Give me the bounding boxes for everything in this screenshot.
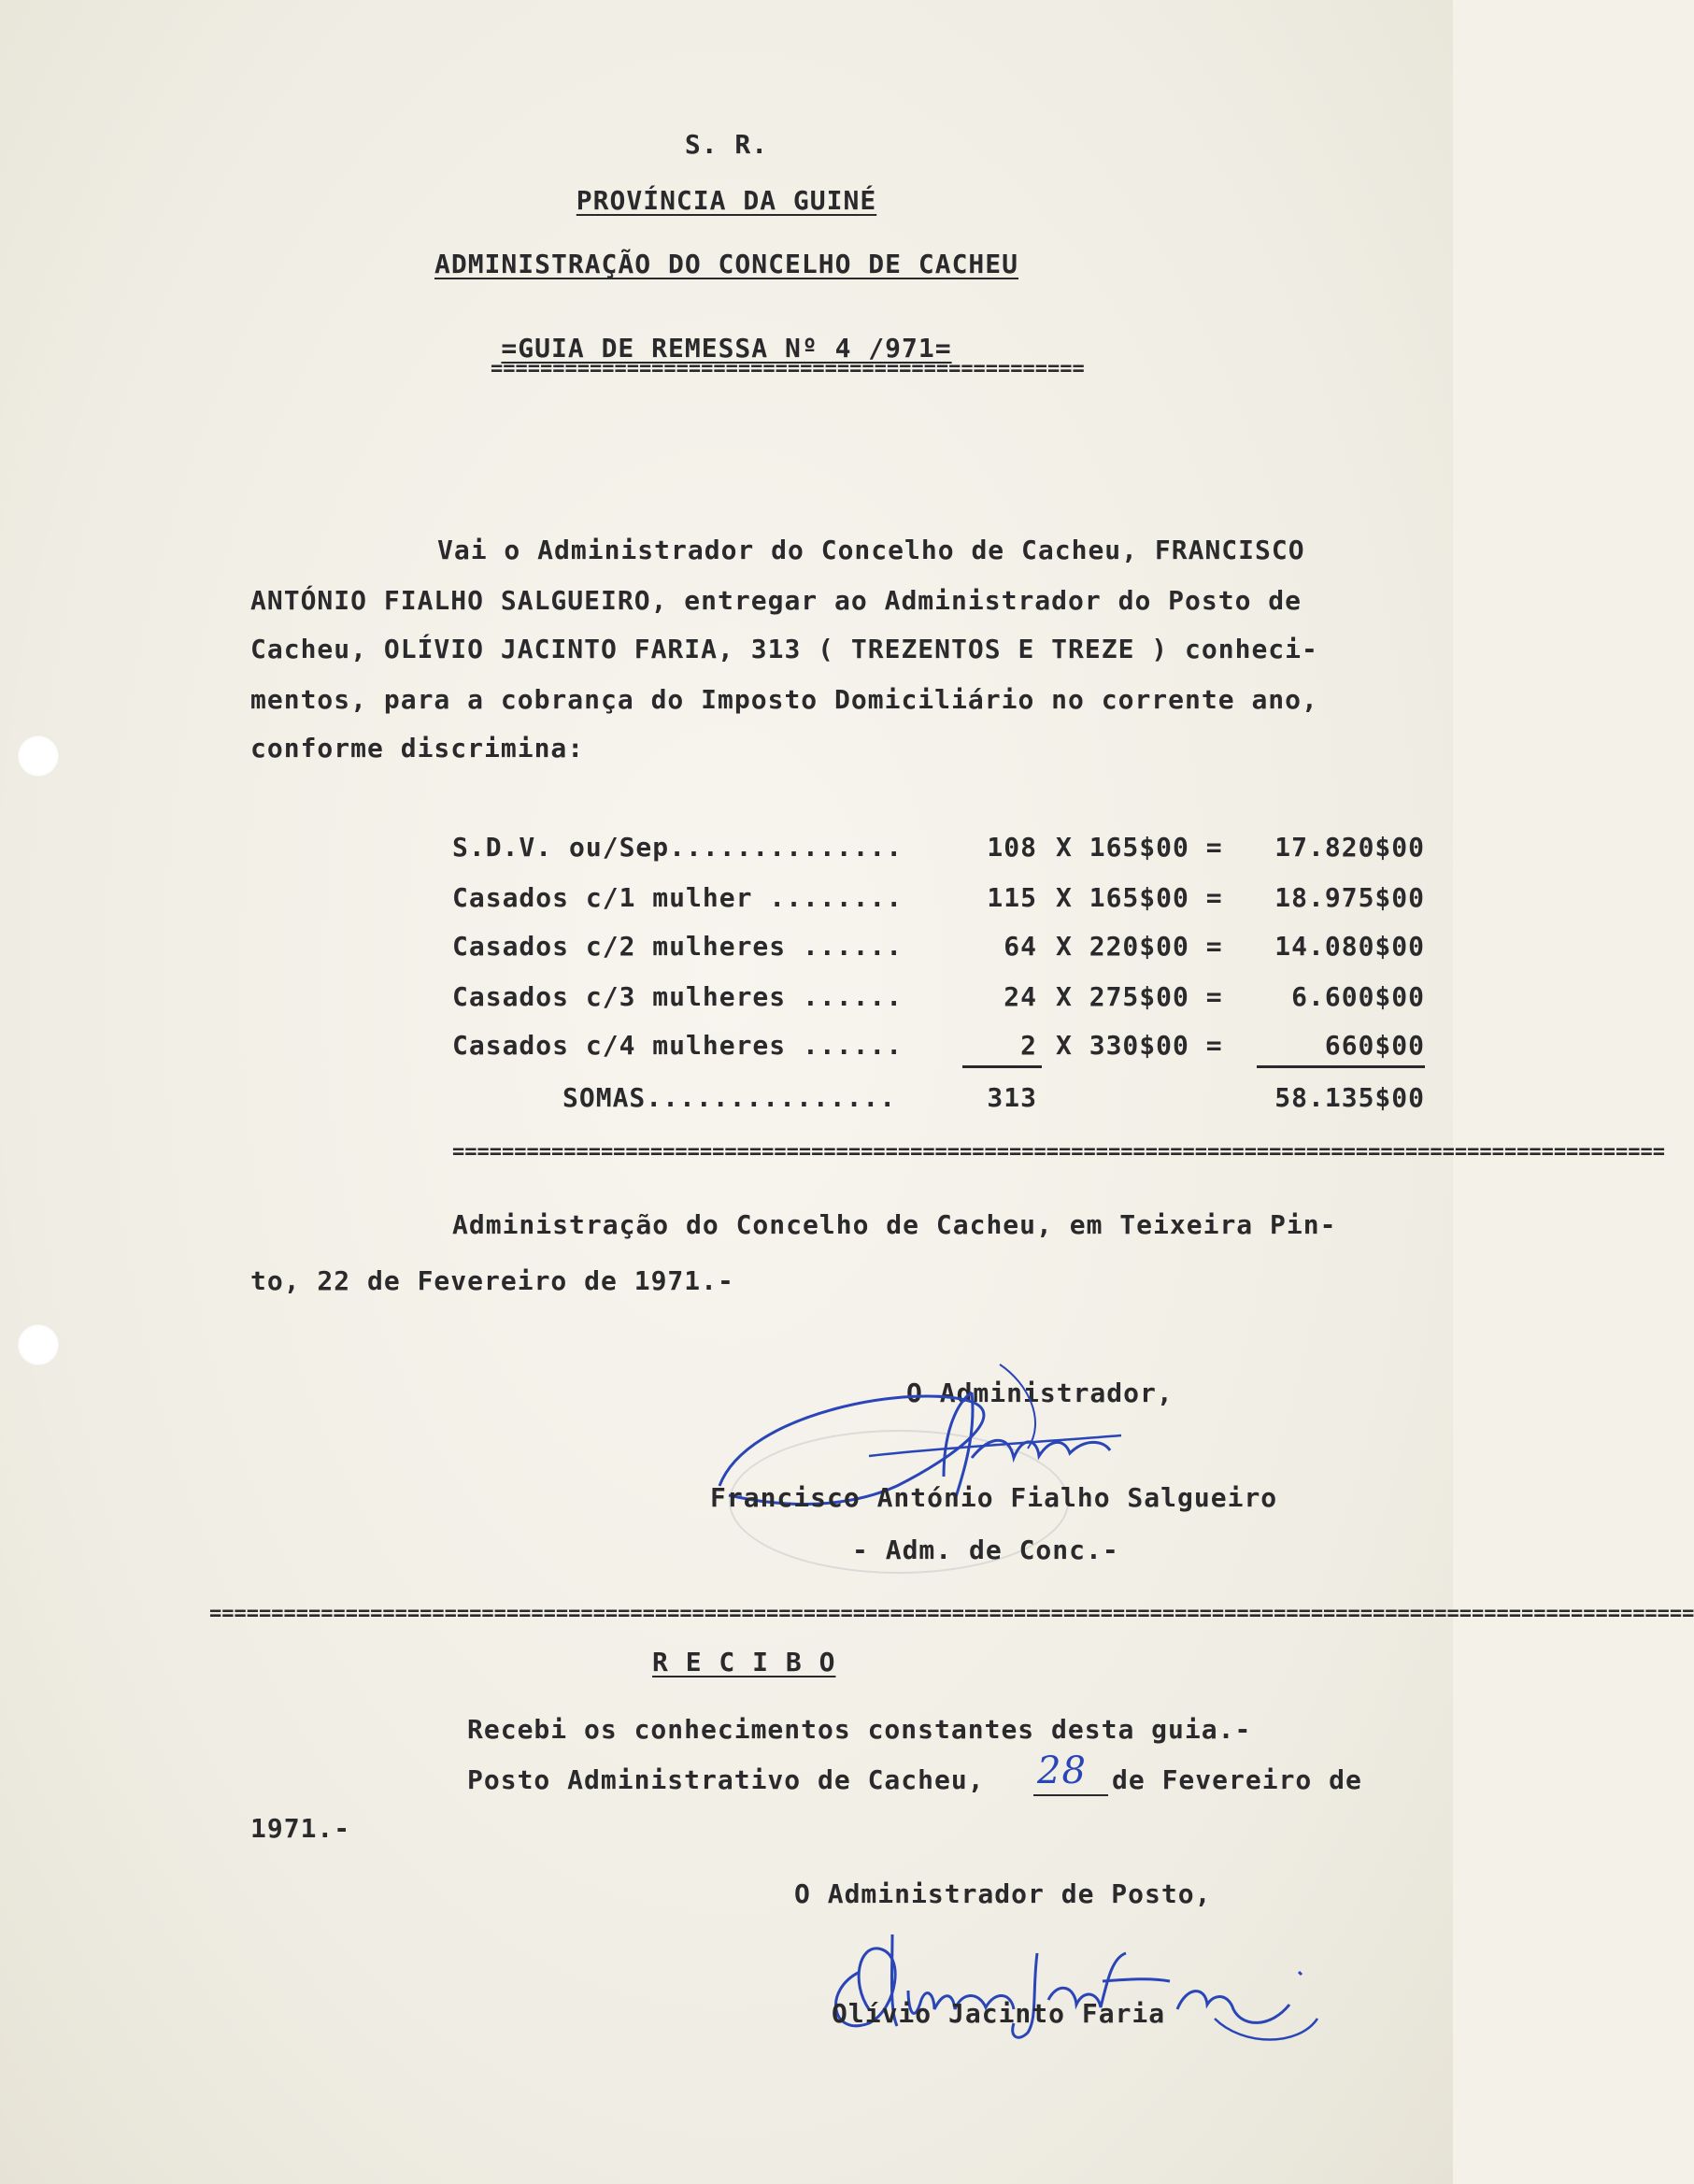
row-price: X 275$00 = bbox=[1056, 981, 1223, 1012]
signatory-title: - Adm. de Conc.- bbox=[852, 1535, 1119, 1565]
paragraph-line-3: Cacheu, OLÍVIO JACINTO FARIA, 313 ( TREZENTOS E TREZE ) conheci- bbox=[250, 634, 1318, 664]
row-label: Casados c/2 mulheres ...... bbox=[452, 931, 904, 962]
sum-qty: 313 bbox=[987, 1082, 1037, 1113]
receipt-year: 1971.- bbox=[250, 1813, 351, 1844]
row-label: Casados c/1 mulher ........ bbox=[452, 882, 904, 913]
total-sum-rule bbox=[1257, 1065, 1425, 1068]
receipt-month: de Fevereiro de bbox=[1112, 1764, 1362, 1795]
post-administrator-signature bbox=[804, 1906, 1327, 2056]
punch-hole bbox=[17, 1323, 60, 1366]
row-price: X 165$00 = bbox=[1056, 832, 1223, 863]
table-double-rule: ================================================================================================== bbox=[452, 1140, 1666, 1163]
header-administration: ADMINISTRAÇÃO DO CONCELHO DE CACHEU bbox=[434, 249, 1018, 279]
section-double-rule: ======================================================================================================================== bbox=[209, 1602, 1694, 1625]
qty-sum-rule bbox=[962, 1065, 1042, 1068]
sum-total: 58.135$00 bbox=[1274, 1082, 1425, 1113]
row-qty: 64 bbox=[1004, 931, 1037, 962]
header-sr: S. R. bbox=[684, 129, 769, 160]
closing-line-2: to, 22 de Fevereiro de 1971.- bbox=[250, 1265, 734, 1296]
title-double-rule: ================================================ bbox=[491, 357, 1085, 380]
row-price: X 165$00 = bbox=[1056, 882, 1223, 913]
sum-label: SOMAS............... bbox=[562, 1082, 897, 1113]
signatory-name: Francisco António Fialho Salgueiro bbox=[710, 1482, 1278, 1513]
row-total: 17.820$00 bbox=[1274, 832, 1425, 863]
receipt-place: Posto Administrativo de Cacheu, bbox=[467, 1764, 985, 1795]
paragraph-line-2: ANTÓNIO FIALHO SALGUEIRO, entregar ao Administrador do Posto de bbox=[250, 585, 1303, 616]
row-qty: 2 bbox=[1020, 1030, 1037, 1061]
day-underline bbox=[1033, 1794, 1108, 1796]
row-total: 14.080$00 bbox=[1274, 931, 1425, 962]
row-qty: 115 bbox=[987, 882, 1037, 913]
row-qty: 108 bbox=[987, 832, 1037, 863]
paragraph-line-5: conforme discrimina: bbox=[250, 733, 585, 764]
header-guide-title: =GUIA DE REMESSA Nº 4 /971= bbox=[501, 333, 952, 364]
row-price: X 220$00 = bbox=[1056, 931, 1223, 962]
row-total: 660$00 bbox=[1324, 1030, 1425, 1061]
row-label: Casados c/4 mulheres ...... bbox=[452, 1030, 904, 1061]
header-province: PROVÍNCIA DA GUINÉ bbox=[576, 185, 877, 216]
closing-line-1: Administração do Concelho de Cacheu, em Teixeira Pin- bbox=[452, 1209, 1337, 1240]
receipt-signatory-role: O Administrador de Posto, bbox=[794, 1878, 1212, 1909]
receipt-signatory-name: Olívio Jacinto Faria bbox=[832, 1998, 1166, 2029]
signatory-role: O Administrador, bbox=[906, 1377, 1174, 1408]
row-total: 6.600$00 bbox=[1291, 981, 1425, 1012]
row-label: Casados c/3 mulheres ...... bbox=[452, 981, 904, 1012]
receipt-line-1: Recebi os conhecimentos constantes desta guia.- bbox=[467, 1714, 1252, 1745]
row-label: S.D.V. ou/Sep.............. bbox=[452, 832, 904, 863]
row-price: X 330$00 = bbox=[1056, 1030, 1223, 1061]
punch-hole bbox=[17, 735, 60, 778]
receipt-day: 28 bbox=[1037, 1749, 1087, 1792]
row-total: 18.975$00 bbox=[1274, 882, 1425, 913]
receipt-heading: R E C I B O bbox=[652, 1647, 836, 1677]
paragraph-line-1: Vai o Administrador do Concelho de Cacheu, FRANCISCO bbox=[437, 535, 1305, 565]
paragraph-line-4: mentos, para a cobrança do Imposto Domiciliário no corrente ano, bbox=[250, 684, 1318, 715]
row-qty: 24 bbox=[1004, 981, 1037, 1012]
